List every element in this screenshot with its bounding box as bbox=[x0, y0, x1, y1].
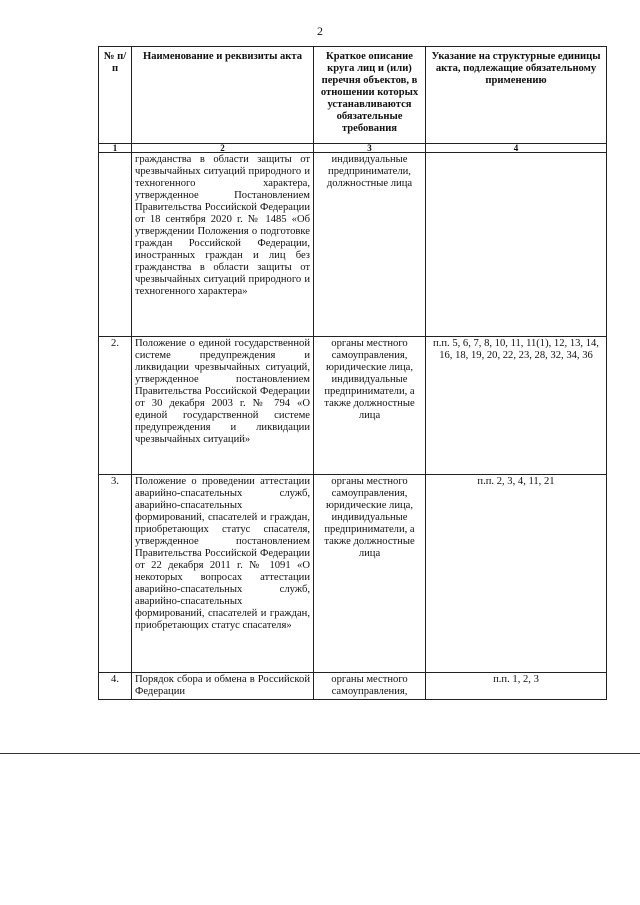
column-number: 2 bbox=[132, 144, 314, 153]
table-row bbox=[99, 673, 607, 700]
structural-units: п.п. 5, 6, 7, 8, 10, 11, 11(1), 12, 13, 14, 16, 18, 19, 20, 22, 23, 28, 32, 34, 36 bbox=[426, 337, 607, 475]
column-number: 4 bbox=[426, 144, 607, 153]
persons-description: органы местного самоуправления, юридические лица, индивидуальные предприниматели, а также должностные лица bbox=[314, 475, 426, 673]
table-row bbox=[99, 475, 607, 673]
act-name: Порядок сбора и обмена в Российской Федерации bbox=[132, 673, 314, 700]
persons-description: органы местного самоуправления, юридические лица, индивидуальные предприниматели, а также должностные лица bbox=[314, 337, 426, 475]
header-structural-units: Указание на структурные единицы акта, подлежащие обязательному применению bbox=[426, 47, 607, 144]
table-row bbox=[99, 153, 607, 337]
structural-units: п.п. 2, 3, 4, 11, 21 bbox=[426, 475, 607, 673]
header-persons-description: Краткое описание круга лиц и (или) перечня объектов, в отношении которых устанавливаются обязательные требования bbox=[314, 47, 426, 144]
act-name: гражданства в области защиты от чрезвычайных ситуаций природного и техногенного характера, утвержденное Постановлением Правительства Российской Федерации от 18 сентября 2020 г. № 1485 «Об утверждении Положения о подготовке граждан Российской Федерации, иностранных граждан и лиц без гражданства в области защиты от чрезвычайных ситуаций природного и техногенного характера» bbox=[132, 153, 314, 337]
persons-description: органы местного самоуправления, bbox=[314, 673, 426, 700]
act-name: Положение о проведении аттестации аварийно-спасательных служб, аварийно-спасательных формирований, спасателей и граждан, приобретающих статус спасателя, утвержденное постановлением Правительства Российской Федерации от 22 декабря 2011 г. № 1091 «О некоторых вопросах аттестации аварийно-спасательных служб, аварийно-спасательных формирований, спасателей и граждан, приобретающих статус спасателя» bbox=[132, 475, 314, 673]
row-number: 3. bbox=[99, 475, 132, 673]
table-header-row bbox=[99, 47, 607, 144]
column-number: 1 bbox=[99, 144, 132, 153]
header-number: № п/п bbox=[99, 47, 132, 144]
structural-units bbox=[426, 153, 607, 337]
row-number: 4. bbox=[99, 673, 132, 700]
column-number: 3 bbox=[314, 144, 426, 153]
row-number bbox=[99, 153, 132, 337]
header-act-name: Наименование и реквизиты акта bbox=[132, 47, 314, 144]
page-bottom-rule bbox=[0, 753, 640, 754]
column-number-row bbox=[99, 144, 607, 153]
structural-units: п.п. 1, 2, 3 bbox=[426, 673, 607, 700]
row-number: 2. bbox=[99, 337, 132, 475]
table-row bbox=[99, 337, 607, 475]
persons-description: индивидуальные предприниматели, должностные лица bbox=[314, 153, 426, 337]
requirements-table bbox=[98, 46, 607, 700]
page-number: 2 bbox=[317, 24, 323, 38]
act-name: Положение о единой государственной системе предупреждения и ликвидации чрезвычайных ситуаций, утвержденное постановлением Правительства Российской Федерации от 30 декабря 2003 г. № 794 «О единой государственной системе предупреждения и ликвидации чрезвычайных ситуаций» bbox=[132, 337, 314, 475]
